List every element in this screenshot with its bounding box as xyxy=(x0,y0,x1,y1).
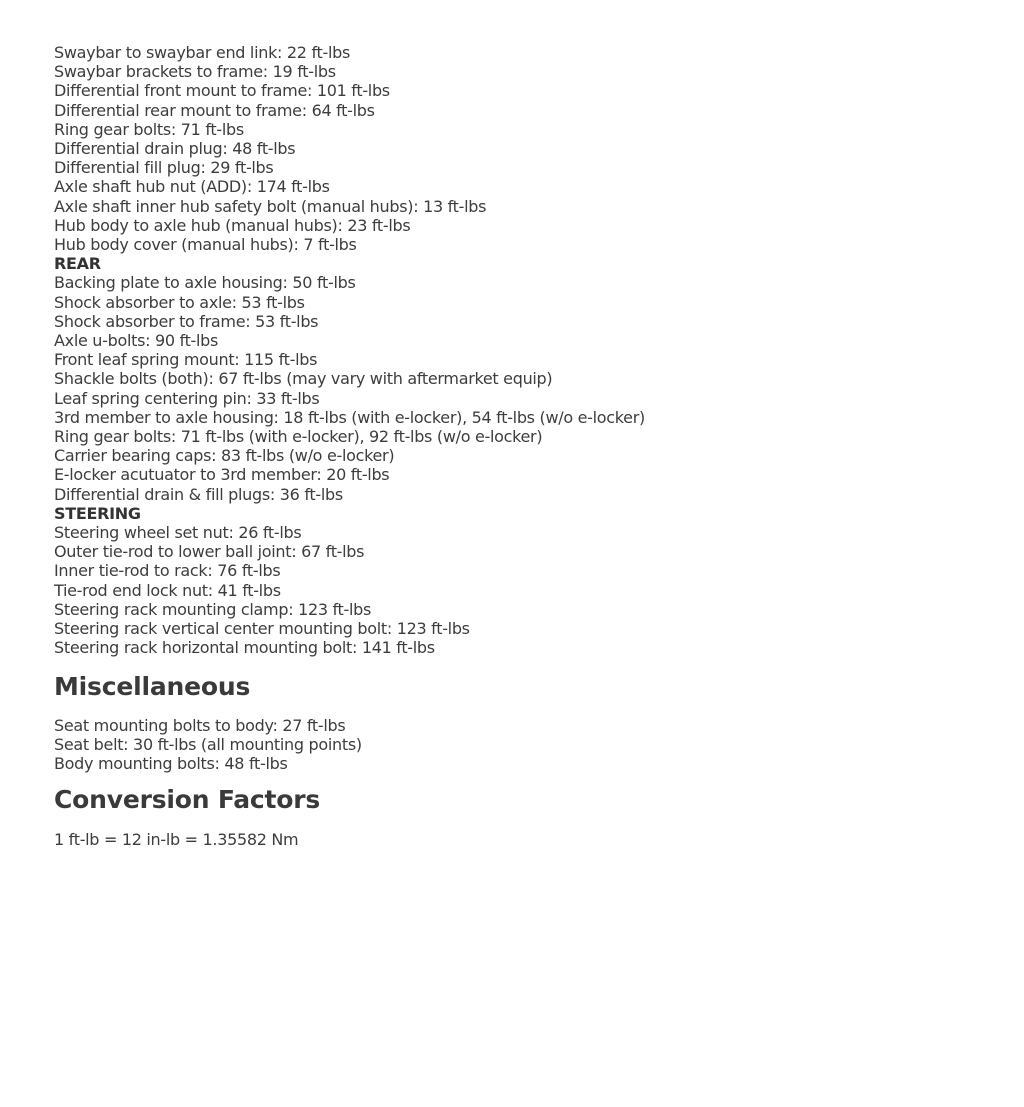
conversion-section xyxy=(54,830,994,849)
spec-line: Carrier bearing caps: 83 ft-lbs (w/o e-locker) xyxy=(54,446,395,466)
front-section xyxy=(54,43,994,254)
miscellaneous-section xyxy=(54,716,994,774)
spec-line: Ring gear bolts: 71 ft-lbs (with e-locker), 92 ft-lbs (w/o e-locker) xyxy=(54,427,543,447)
rear-section xyxy=(54,254,994,504)
spec-line: Differential fill plug: 29 ft-lbs xyxy=(54,158,274,178)
spec-line: Shackle bolts (both): 67 ft-lbs (may vary with aftermarket equip) xyxy=(54,369,553,389)
spec-line: Axle u-bolts: 90 ft-lbs xyxy=(54,331,219,351)
spec-line: Leaf spring centering pin: 33 ft-lbs xyxy=(54,388,320,408)
spec-line: Front leaf spring mount: 115 ft-lbs xyxy=(54,350,318,370)
spec-line: Differential drain & fill plugs: 36 ft-lbs xyxy=(54,484,343,504)
spec-line: 3rd member to axle housing: 18 ft-lbs (with e-locker), 54 ft-lbs (w/o e-locker) xyxy=(54,407,645,427)
spec-line: Hub body to axle hub (manual hubs): 23 ft-lbs xyxy=(54,215,411,235)
spec-line: Seat mounting bolts to body: 27 ft-lbs xyxy=(54,715,346,735)
spec-line: Hub body cover (manual hubs): 7 ft-lbs xyxy=(54,235,357,255)
torque-spec-document xyxy=(54,43,994,849)
spec-line: Shock absorber to frame: 53 ft-lbs xyxy=(54,311,319,331)
spec-line: Outer tie-rod to lower ball joint: 67 ft-lbs xyxy=(54,542,365,562)
spec-line: Body mounting bolts: 48 ft-lbs xyxy=(54,753,288,773)
spec-line: Axle shaft inner hub safety bolt (manual hubs): 13 ft-lbs xyxy=(54,196,487,216)
spec-line: Differential rear mount to frame: 64 ft-lbs xyxy=(54,100,375,120)
spec-line: Tie-rod end lock nut: 41 ft-lbs xyxy=(54,580,281,600)
spec-line: Differential front mount to frame: 101 ft-lbs xyxy=(54,81,390,101)
steering-subheading: STEERING xyxy=(54,503,141,523)
spec-line: Steering wheel set nut: 26 ft-lbs xyxy=(54,523,302,543)
spec-line: E-locker acutuator to 3rd member: 20 ft-lbs xyxy=(54,465,390,485)
rear-subheading: REAR xyxy=(54,254,101,274)
spec-line: Swaybar to swaybar end link: 22 ft-lbs xyxy=(54,43,350,62)
spec-line: Axle shaft hub nut (ADD): 174 ft-lbs xyxy=(54,177,330,197)
spec-line: Steering rack mounting clamp: 123 ft-lbs xyxy=(54,599,372,619)
conversion-line: 1 ft-lb = 12 in-lb = 1.35582 Nm xyxy=(54,830,299,850)
spec-line: Shock absorber to axle: 53 ft-lbs xyxy=(54,292,305,312)
spec-line: Seat belt: 30 ft-lbs (all mounting points) xyxy=(54,734,362,754)
spec-line: Steering rack horizontal mounting bolt: 141 ft-lbs xyxy=(54,638,435,658)
steering-section xyxy=(54,504,994,658)
spec-line: Differential drain plug: 48 ft-lbs xyxy=(54,139,296,159)
spec-line: Backing plate to axle housing: 50 ft-lbs xyxy=(54,273,356,293)
spec-line: Swaybar brackets to frame: 19 ft-lbs xyxy=(54,62,336,82)
miscellaneous-heading: Miscellaneous xyxy=(54,671,251,701)
spec-line: Ring gear bolts: 71 ft-lbs xyxy=(54,119,244,139)
spec-line: Inner tie-rod to rack: 76 ft-lbs xyxy=(54,561,281,581)
conversion-factors-heading: Conversion Factors xyxy=(54,785,321,815)
spec-line: Steering rack vertical center mounting bolt: 123 ft-lbs xyxy=(54,619,470,639)
